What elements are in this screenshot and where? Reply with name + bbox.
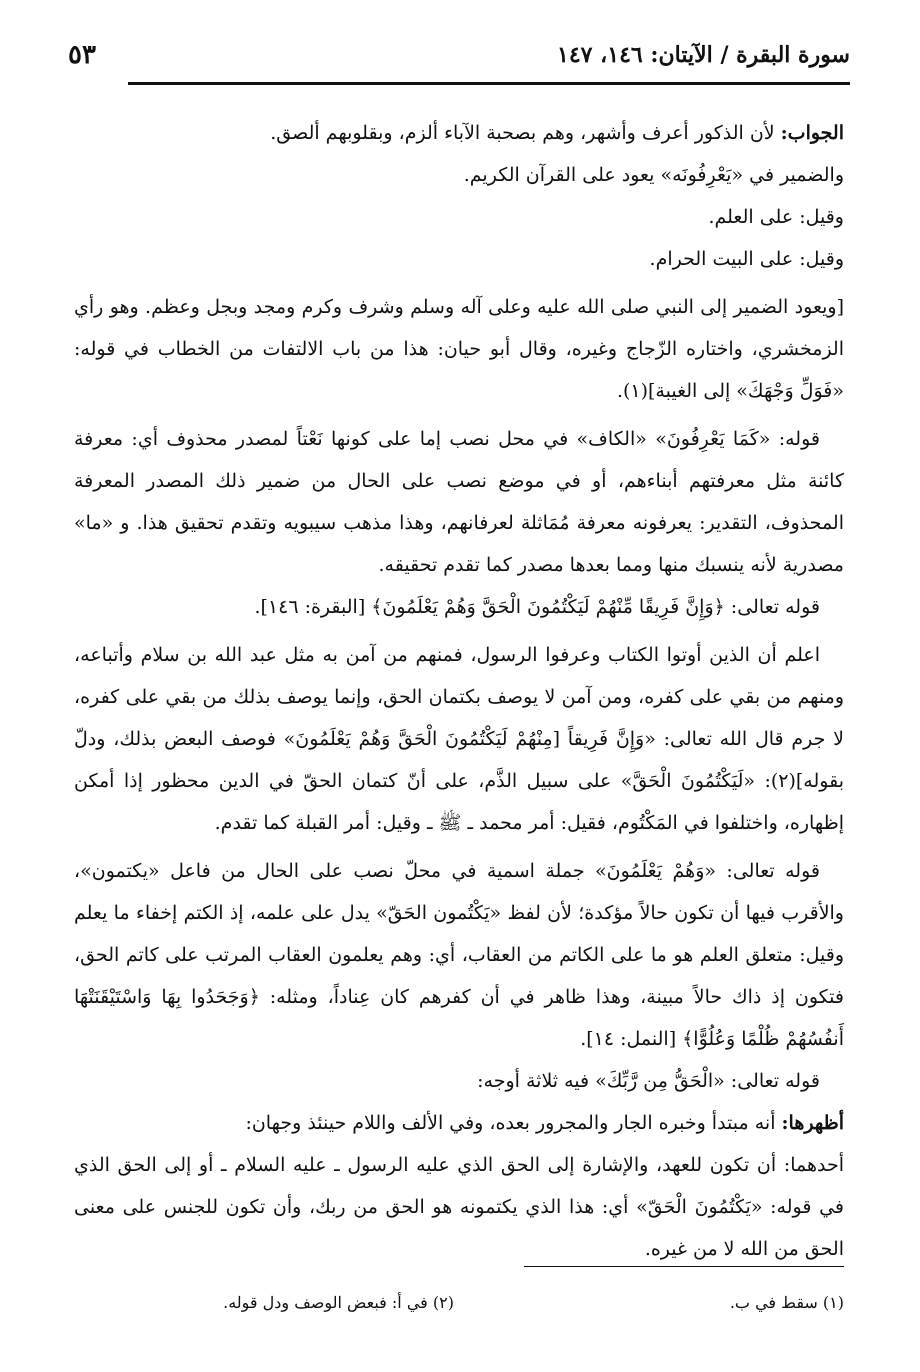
paragraph (74, 286, 844, 412)
paragraph-text: قوله تعالى: «وَهُمْ يَعْلَمُونَ» جملة اسمية في محلّ نصب على الحال من فاعل «يكتمون»، والأقرب فيها أن تكون حالاً مؤكدة؛ لأن لفظ «يَكْتُمون الحَقّ» يدل على علمه، إذ الكتم إخفاء ما يعلم وقيل: متعلق العلم هو ما على الكاتم من العقاب، أي: وهم يعلمون العقاب المرتب على كاتم الحق، فتكون إذ ذاك حالاً مبينة، وهذا ظاهر في أن كفرهم كان عِناداً، ومثله: ﴿وَجَحَدُوا بِهَا وَاسْتَيْقَنَتْهَا أَنفُسُهُمْ ظُلْمًا وَعُلُوًّا﴾ [النمل: ١٤]. (74, 860, 844, 1050)
running-title: سورة البقرة / الآيتان: ١٤٦، ١٤٧ (557, 42, 850, 68)
paragraph-lead: أظهرها: (781, 1112, 844, 1134)
paragraph (74, 1060, 844, 1102)
paragraph (74, 418, 844, 586)
footnote-rule (524, 1266, 844, 1267)
paragraph-text: أحدهما: أن تكون للعهد، والإشارة إلى الحق الذي عليه الرسول ـ عليه السلام ـ أو إلى الحق الذي في قوله: «يَكْتُمُونَ الْحَقّ» أي: هذا الذي يكتمونه هو الحق من ربك، وأن تكون للجنس على معنى الحق من الله لا من غيره. (74, 1154, 844, 1260)
paragraph-text: قوله تعالى: ﴿وَإِنَّ فَرِيقًا مِّنْهُمْ لَيَكْتُمُونَ الْحَقَّ وَهُمْ يَعْلَمُونَ﴾ [البقرة: ١٤٦]. (254, 596, 820, 618)
paragraph (74, 112, 844, 154)
paragraph-text: اعلم أن الذين أوتوا الكتاب وعرفوا الرسول، فمنهم من آمن به مثل عبد الله بن سلام وأتباعه، ومنهم من بقي على كفره، ومن آمن لا يوصف بكتمان الحق، وإنما يوصف بذلك من بقي على كفره، لا جرم قال الله تعالى: «وَإِنَّ فَرِيقاً [مِنْهُمْ لَيَكْتُمُونَ الْحَقَّ وَهُمْ يَعْلَمُونَ» فوصف البعض بذلك، ودلّ بقوله](٢): «لَيَكْتُمُونَ الْحَقَّ» على سبيل الذَّم، على أنّ كتمان الحقّ في الدين محظور إذا أمكن إظهاره، واختلفوا في المَكْتُوم، فقيل: أمر محمد ـ ﷺ ـ وقيل: أمر القبلة كما تقدم. (74, 644, 844, 834)
paragraph (74, 634, 844, 844)
paragraph-text: [ويعود الضمير إلى النبي صلى الله عليه وعلى آله وسلم وشرف وكرم ومجد وبجل وعظم. وهو رأي الزمخشري، واختاره الزّجاج وغيره، وقال أبو حيان: هذا من باب الالتفات من الخطاب في قوله: «فَوَلِّ وَجْهَكَ» إلى الغيبة](١). (74, 296, 844, 402)
paragraph-text: قوله: «كَمَا يَعْرِفُونَ» «الكاف» في محل نصب إما على كونها نَعْتاً لمصدر محذوف أي: معرفة كائنة مثل معرفتهم أبناءهم، أو في موضع نصب على الحال من ضمير ذلك المصدر المعرفة المحذوف، التقدير: يعرفونه معرفة مُمَاثلة لعرفانهم، وهذا مذهب سيبويه وتقدم تحقيق هذا. و «ما» مصدرية لأنه ينسبك منها ومما بعدها مصدر كما تقدم تحقيقه. (74, 428, 844, 576)
paragraph (74, 586, 844, 628)
paragraph-text: والضمير في «يَعْرِفُونَه» يعود على القرآن الكريم. (463, 164, 844, 186)
body-text (74, 112, 844, 1270)
paragraph-text: لأن الذكور أعرف وأشهر، وهم بصحبة الآباء ألزم، وبقلوبهم ألصق. (270, 122, 781, 144)
paragraph (74, 1144, 844, 1270)
paragraph-text: قوله تعالى: «الْحَقُّ مِن رَّبِّكَ» فيه ثلاثة أوجه: (477, 1070, 820, 1092)
paragraph-text: وقيل: على العلم. (708, 206, 844, 228)
paragraph (74, 154, 844, 196)
page-header (68, 40, 850, 80)
footnote-1: (١) سقط في ب. (729, 1293, 844, 1312)
paragraph (74, 238, 844, 280)
page-number: ٥٣ (68, 40, 96, 70)
paragraph (74, 1102, 844, 1144)
paragraph (74, 850, 844, 1060)
paragraph-text: وقيل: على البيت الحرام. (649, 248, 844, 270)
paragraph-lead: الجواب: (780, 122, 844, 144)
paragraph (74, 196, 844, 238)
paragraph-text: أنه مبتدأ وخبره الجار والمجرور بعده، وفي الألف واللام حينئذ وجهان: (245, 1112, 782, 1134)
header-rule (128, 82, 850, 85)
footnote-2: (٢) في أ: فبعض الوصف ودل قوله. (223, 1293, 454, 1312)
